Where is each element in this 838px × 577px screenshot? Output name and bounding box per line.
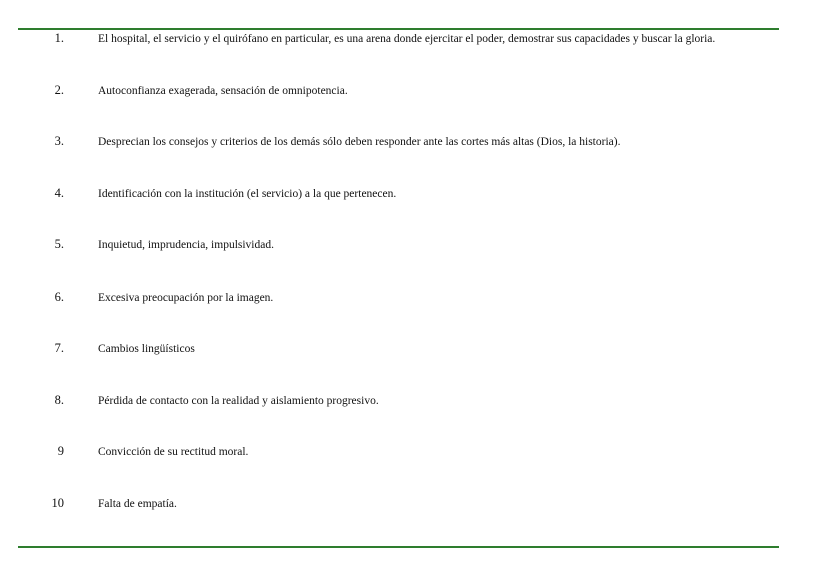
item-number: 7. — [54, 341, 64, 355]
item-text: Inquietud, imprudencia, impulsividad. — [98, 239, 274, 251]
item-number: 8. — [54, 393, 64, 407]
item-text: Identificación con la institución (el servicio) a la que pertenecen. — [98, 188, 397, 200]
item-number: 4. — [54, 186, 64, 200]
item-text: Cambios lingüísticos — [98, 343, 195, 355]
item-number: 1. — [54, 31, 64, 45]
item-number: 10 — [51, 496, 64, 510]
bottom-rule — [18, 546, 779, 548]
item-text: Falta de empatía. — [98, 498, 177, 510]
item-number: 3. — [54, 134, 64, 148]
top-rule — [18, 28, 779, 30]
item-number: 6. — [54, 290, 64, 304]
item-number: 2. — [54, 83, 64, 97]
item-text: Convicción de su rectitud moral. — [98, 446, 249, 458]
item-number: 9 — [57, 444, 64, 458]
item-text: Excesiva preocupación por la imagen. — [98, 292, 274, 304]
item-text: El hospital, el servicio y el quirófano en particular, es una arena donde ejercitar el poder, demostrar sus capacidades y buscar la gloria. — [98, 33, 716, 45]
item-number: 5. — [54, 237, 64, 251]
item-text: Autoconfianza exagerada, sensación de omnipotencia. — [98, 85, 348, 97]
item-text: Desprecian los consejos y criterios de los demás sólo deben responder ante las cortes más altas (Dios, la historia). — [98, 136, 621, 148]
item-text: Pérdida de contacto con la realidad y aislamiento progresivo. — [98, 395, 379, 407]
